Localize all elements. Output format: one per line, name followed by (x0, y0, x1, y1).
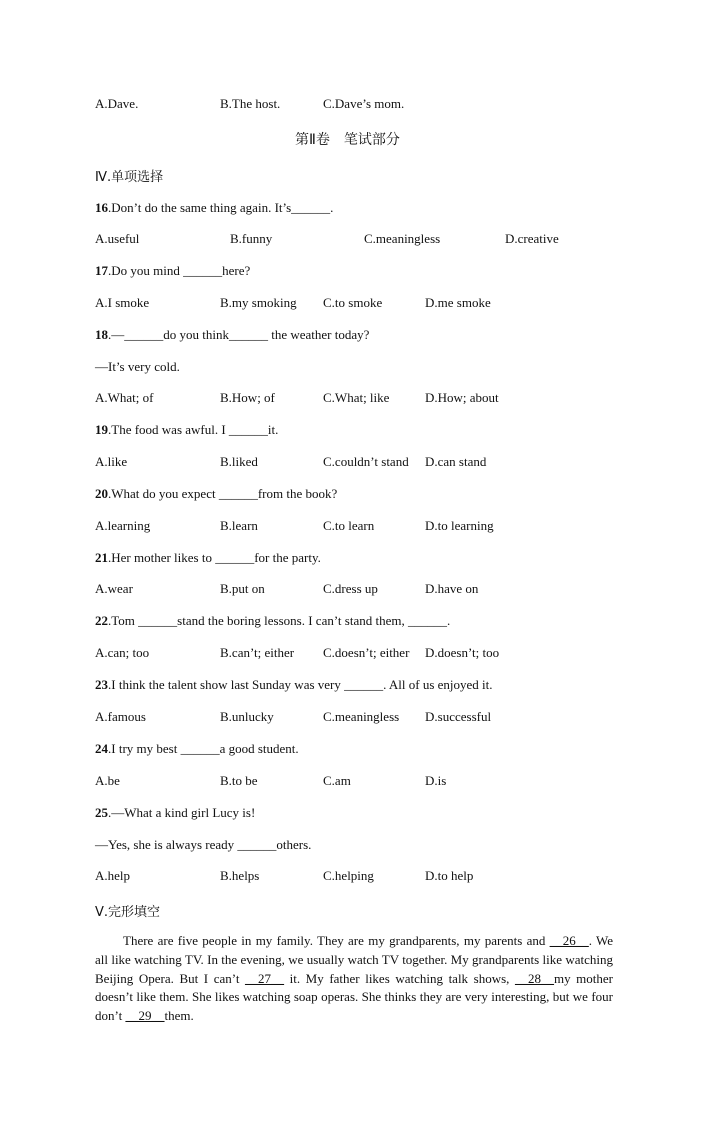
q24-option-d: D.is (425, 773, 447, 788)
q23-option-c: C.meaningless (323, 709, 400, 724)
question-number: 24 (95, 741, 108, 756)
cloze-text: There are five people in my family. They are my grandparents, my parents and (123, 933, 550, 948)
q25-option-d: D.to help (425, 868, 474, 883)
blank-29: __29__ (125, 1008, 165, 1024)
question-25-reply: —Yes, she is always ready ______others. (95, 837, 312, 852)
question-text: .Tom ______stand the boring lessons. I can’t stand them, ______. (108, 613, 451, 628)
cloze-text: my mother doesn’t like them. She likes watching soap operas. She thinks they are very interesting, but we four don’t (95, 970, 613, 1024)
q16-option-b: B.funny (230, 231, 273, 246)
question-number: 25 (95, 805, 108, 820)
question-number: 20 (95, 486, 108, 501)
q19-option-b: B.liked (220, 454, 258, 469)
q17-option-c: C.to smoke (323, 295, 383, 310)
q21-option-a: A.wear (95, 581, 133, 596)
question-text: .I try my best ______a good student. (108, 741, 299, 756)
q23-option-d: D.successful (425, 709, 492, 724)
q18-option-a: A.What; of (95, 390, 154, 405)
part-title: 第Ⅱ卷 笔试部分 (295, 132, 400, 148)
q16-option-c: C.meaningless (364, 231, 441, 246)
question-text: .Her mother likes to ______for the party. (108, 550, 321, 565)
q15-option-b: B.The host. (220, 96, 281, 111)
question-17 (95, 263, 250, 279)
question-20 (95, 486, 337, 502)
question-text: .Don’t do the same thing again. It’s______. (108, 200, 334, 215)
blank-27: __27__ (245, 970, 285, 986)
q23-option-b: B.unlucky (220, 709, 274, 724)
question-number: 23 (95, 677, 108, 692)
question-number: 22 (95, 613, 108, 628)
question-number: 21 (95, 550, 108, 565)
q25-option-a: A.help (95, 868, 131, 883)
q20-option-a: A.learning (95, 518, 151, 533)
cloze-text: . We all like watching TV. In the evening, we usually watch TV together. My grandparents like watching Beijing Opera. But I can’t (95, 933, 614, 986)
question-22 (95, 613, 450, 629)
q19-option-c: C.couldn’t stand (323, 454, 409, 469)
question-text: .—What a kind girl Lucy is! (108, 805, 256, 820)
q16-option-a: A.useful (95, 231, 140, 246)
question-text: .Do you mind ______here? (108, 263, 251, 278)
q19-option-d: D.can stand (425, 454, 487, 469)
question-number: 16 (95, 200, 108, 215)
q25-option-b: B.helps (220, 868, 260, 883)
question-text: .What do you expect ______from the book? (108, 486, 338, 501)
question-25 (95, 805, 255, 821)
section-5-title: Ⅴ.完形填空 (95, 905, 161, 920)
q18-option-c: C.What; like (323, 390, 390, 405)
q20-option-b: B.learn (220, 518, 258, 533)
question-18 (95, 327, 369, 343)
question-text: .—______do you think______ the weather today? (108, 327, 370, 342)
q19-option-a: A.like (95, 454, 128, 469)
q17-option-b: B.my smoking (220, 295, 297, 310)
cloze-text: it. My father likes watching talk shows, (284, 970, 515, 986)
cloze-text: them. (164, 1008, 194, 1024)
q18-option-b: B.How; of (220, 390, 275, 405)
q20-option-c: C.to learn (323, 518, 375, 533)
q24-option-a: A.be (95, 773, 120, 788)
question-16 (95, 200, 333, 216)
question-18-reply: —It’s very cold. (95, 359, 180, 374)
question-19 (95, 422, 278, 438)
q17-option-a: A.I smoke (95, 295, 150, 310)
q22-option-a: A.can; too (95, 645, 150, 660)
q15-option-a: A.Dave. (95, 96, 139, 111)
q20-option-d: D.to learning (425, 518, 494, 533)
q22-option-c: C.doesn’t; either (323, 645, 410, 660)
q17-option-d: D.me smoke (425, 295, 491, 310)
question-number: 19 (95, 422, 108, 437)
q18-option-d: D.How; about (425, 390, 499, 405)
question-text: .I think the talent show last Sunday was very ______. All of us enjoyed it. (108, 677, 493, 692)
q21-option-c: C.dress up (323, 581, 378, 596)
question-number: 17 (95, 263, 108, 278)
q21-option-d: D.have on (425, 581, 479, 596)
blank-26: __26__ (549, 933, 589, 948)
question-21 (95, 550, 321, 566)
question-24 (95, 741, 299, 757)
q15-option-c: C.Dave’s mom. (323, 96, 405, 111)
q22-option-d: D.doesn’t; too (425, 645, 500, 660)
question-23 (95, 677, 493, 693)
q16-option-d: D.creative (505, 231, 559, 246)
q21-option-b: B.put on (220, 581, 265, 596)
q22-option-b: B.can’t; either (220, 645, 295, 660)
q24-option-c: C.am (323, 773, 351, 788)
q23-option-a: A.famous (95, 709, 146, 724)
cloze-paragraph (95, 932, 613, 1026)
section-4-title: Ⅳ.单项选择 (95, 170, 164, 185)
blank-28: __28__ (514, 970, 554, 986)
question-number: 18 (95, 327, 108, 342)
question-text: .The food was awful. I ______it. (108, 422, 279, 437)
q24-option-b: B.to be (220, 773, 258, 788)
q25-option-c: C.helping (323, 868, 374, 883)
